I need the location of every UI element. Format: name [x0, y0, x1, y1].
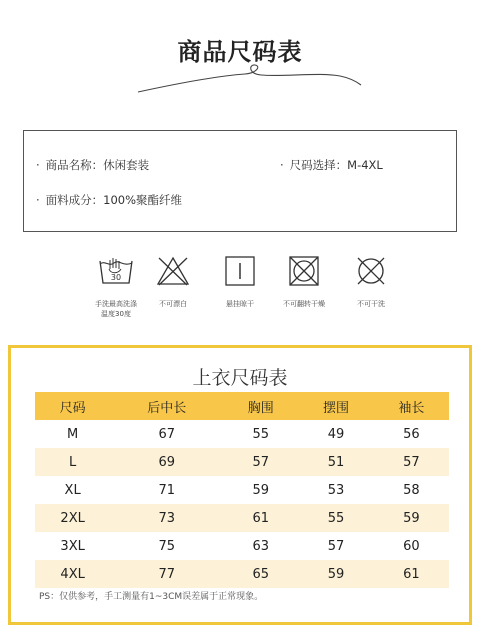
cell-chest: 57 [252, 454, 270, 470]
cell-back-length: 73 [158, 510, 175, 526]
header-size: 尺码 [59, 400, 86, 416]
cell-size: M [67, 426, 79, 442]
cell-sleeve: 60 [403, 538, 420, 554]
cell-hem: 49 [327, 426, 345, 442]
care-label-hand-wash: 手洗最高洗涤温度30度 [95, 300, 137, 318]
hang-dry-icon [224, 255, 256, 287]
cell-sleeve: 58 [403, 482, 420, 498]
no-bleach-icon [156, 255, 190, 287]
size-selection: · 尺码选择：M-4XL [280, 158, 383, 172]
measurement-note: PS：仅供参考，手工测量有1~3CM误差属于正常现象。 [39, 592, 264, 602]
fabric-material: · 面料成分：100%聚酯纤维 [36, 193, 183, 207]
cell-sleeve: 61 [403, 566, 420, 582]
no-tumble-dry-icon [288, 255, 320, 287]
cell-chest: 59 [252, 482, 270, 498]
cell-size: L [69, 454, 77, 470]
table-row [35, 504, 449, 532]
cell-sleeve: 59 [403, 510, 420, 526]
cell-size: XL [64, 482, 81, 498]
cell-chest: 61 [252, 510, 270, 526]
header-hem: 摆围 [323, 400, 350, 416]
cell-hem: 55 [327, 510, 345, 526]
cell-back-length: 69 [158, 454, 175, 470]
product-info-box [23, 130, 457, 232]
cell-chest: 55 [252, 426, 270, 442]
header-back-length: 后中长 [147, 400, 187, 416]
cell-hem: 51 [327, 454, 345, 470]
cell-back-length: 71 [158, 482, 175, 498]
header-sleeve: 袖长 [398, 400, 425, 416]
care-label-no-dry-clean: 不可干洗 [357, 300, 385, 308]
table-header-row [35, 392, 449, 420]
cell-sleeve: 56 [403, 426, 420, 442]
size-table-title: 上衣尺码表 [192, 367, 288, 389]
cell-hem: 53 [327, 482, 345, 498]
cell-chest: 63 [252, 538, 270, 554]
size-table-panel [8, 345, 472, 625]
table-row [35, 560, 449, 588]
cell-back-length: 75 [158, 538, 175, 554]
cell-hem: 59 [327, 566, 345, 582]
svg-text:30: 30 [110, 273, 122, 282]
table-row [35, 476, 449, 504]
cell-size: 3XL [60, 538, 85, 554]
care-label-no-tumble-dry: 不可翻转干燥 [283, 300, 325, 308]
page-title: 商品尺码表 [177, 38, 303, 66]
hand-wash-30-icon [97, 255, 135, 287]
cell-sleeve: 57 [403, 454, 420, 470]
cell-size: 4XL [60, 566, 85, 582]
decorative-squiggle [135, 62, 365, 96]
size-table [35, 392, 449, 588]
cell-chest: 65 [252, 566, 270, 582]
header-chest: 胸围 [247, 400, 274, 416]
cell-size: 2XL [60, 510, 85, 526]
table-row [35, 420, 449, 448]
product-name: · 商品名称：休闲套装 [36, 158, 150, 172]
no-dry-clean-icon [355, 255, 387, 287]
table-row [35, 532, 449, 560]
cell-hem: 57 [327, 538, 345, 554]
cell-back-length: 77 [158, 566, 175, 582]
care-label-hang-dry: 悬挂晾干 [226, 300, 254, 308]
table-row [35, 448, 449, 476]
cell-back-length: 67 [158, 426, 175, 442]
care-label-no-bleach: 不可漂白 [159, 300, 187, 308]
